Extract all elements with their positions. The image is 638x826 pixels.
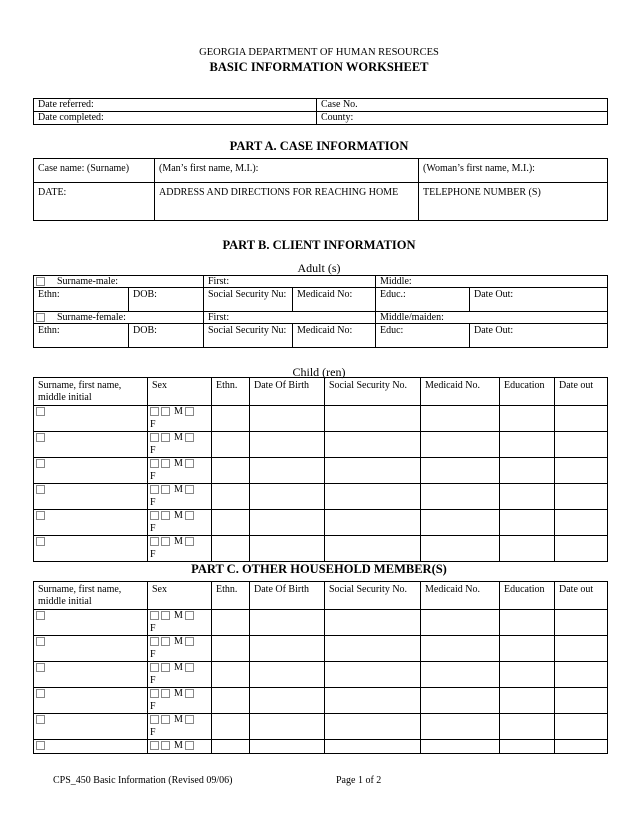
checkbox[interactable] — [36, 277, 45, 286]
county-field[interactable]: County: — [317, 112, 608, 125]
medicaid-field[interactable] — [421, 714, 500, 740]
checkbox[interactable] — [161, 511, 170, 520]
female-label: F — [150, 497, 156, 508]
checkbox[interactable] — [36, 485, 45, 494]
agency-name: GEORGIA DEPARTMENT OF HUMAN RESOURCES — [199, 47, 439, 58]
educ-male-field[interactable]: Educ.: — [376, 288, 470, 312]
ssn-field[interactable] — [325, 458, 421, 484]
middle-maiden-field[interactable]: Middle/maiden: — [376, 312, 608, 324]
medicaid-field[interactable] — [421, 484, 500, 510]
ethn-field[interactable] — [212, 458, 250, 484]
page-number: Page 1 of 2 — [336, 775, 382, 786]
date-out-field[interactable] — [555, 610, 608, 636]
name-field[interactable] — [34, 406, 148, 432]
column-header: Ethn. — [212, 582, 250, 610]
checkbox[interactable] — [150, 611, 159, 620]
ssn-field[interactable] — [325, 688, 421, 714]
ssn-male-field[interactable]: Social Security Nu: — [204, 288, 293, 312]
column-header: Education — [500, 378, 555, 406]
checkbox[interactable] — [36, 637, 45, 646]
dob-field[interactable] — [250, 484, 325, 510]
member-row — [34, 740, 608, 754]
form-title: BASIC INFORMATION WORKSHEET — [209, 60, 429, 74]
date-out-field[interactable] — [555, 740, 608, 754]
date-out-field[interactable] — [555, 536, 608, 562]
name-field[interactable] — [34, 432, 148, 458]
medicaid-field[interactable] — [421, 662, 500, 688]
ssn-field[interactable] — [325, 636, 421, 662]
checkbox[interactable] — [185, 459, 194, 468]
member-row — [34, 458, 608, 484]
checkbox[interactable] — [36, 537, 45, 546]
education-field[interactable] — [500, 636, 555, 662]
medicaid-field[interactable] — [421, 458, 500, 484]
checkbox[interactable] — [150, 537, 159, 546]
name-field[interactable] — [34, 636, 148, 662]
checkbox[interactable] — [150, 637, 159, 646]
checkbox[interactable] — [36, 611, 45, 620]
address-field[interactable]: ADDRESS AND DIRECTIONS FOR REACHING HOME — [155, 183, 419, 221]
column-header: Medicaid No. — [421, 582, 500, 610]
male-label: M — [174, 432, 183, 443]
sex-field[interactable] — [148, 662, 212, 688]
ssn-field[interactable] — [325, 610, 421, 636]
dob-field[interactable] — [250, 458, 325, 484]
member-row — [34, 536, 608, 562]
checkbox[interactable] — [36, 715, 45, 724]
ethn-field[interactable] — [212, 536, 250, 562]
educ-female-field[interactable]: Educ: — [376, 324, 470, 348]
column-header: Date Of Birth — [250, 582, 325, 610]
checkbox[interactable] — [185, 433, 194, 442]
education-field[interactable] — [500, 458, 555, 484]
dob-field[interactable] — [250, 432, 325, 458]
column-header: Date Of Birth — [250, 378, 325, 406]
sex-field[interactable] — [148, 688, 212, 714]
checkbox[interactable] — [150, 407, 159, 416]
education-field[interactable] — [500, 406, 555, 432]
medicaid-field[interactable] — [421, 688, 500, 714]
ssn-field[interactable] — [325, 662, 421, 688]
education-field[interactable] — [500, 484, 555, 510]
case-name-field[interactable]: Case name: (Surname) — [34, 159, 155, 183]
checkbox[interactable] — [161, 663, 170, 672]
ethn-male-field[interactable]: Ethn: — [34, 288, 129, 312]
checkbox[interactable] — [150, 715, 159, 724]
medicaid-field[interactable] — [421, 740, 500, 754]
column-header: Social Security No. — [325, 378, 421, 406]
first-name-male-field[interactable]: First: — [204, 276, 376, 288]
male-label: M — [174, 536, 183, 547]
sex-field[interactable] — [148, 406, 212, 432]
checkbox[interactable] — [36, 313, 45, 322]
ethn-field[interactable] — [212, 662, 250, 688]
checkbox[interactable] — [185, 511, 194, 520]
ethn-field[interactable] — [212, 714, 250, 740]
female-label: F — [150, 727, 156, 738]
checkbox[interactable] — [185, 611, 194, 620]
member-row — [34, 484, 608, 510]
checkbox[interactable] — [161, 433, 170, 442]
checkbox[interactable] — [36, 689, 45, 698]
ssn-female-field[interactable]: Social Security Nu: — [204, 324, 293, 348]
case-information-table — [33, 158, 608, 221]
dob-field[interactable] — [250, 688, 325, 714]
ssn-field[interactable] — [325, 406, 421, 432]
male-label: M — [174, 406, 183, 417]
checkbox[interactable] — [161, 407, 170, 416]
sex-field[interactable] — [148, 740, 212, 754]
ethn-field[interactable] — [212, 484, 250, 510]
date-out-field[interactable] — [555, 662, 608, 688]
sex-field[interactable] — [148, 458, 212, 484]
ethn-field[interactable] — [212, 688, 250, 714]
female-label: F — [150, 675, 156, 686]
column-header: Ethn. — [212, 378, 250, 406]
ethn-field[interactable] — [212, 406, 250, 432]
column-header: Date out — [555, 582, 608, 610]
ethn-field[interactable] — [212, 610, 250, 636]
medicaid-female-field[interactable]: Medicaid No: — [293, 324, 376, 348]
member-row — [34, 406, 608, 432]
sex-field[interactable] — [148, 510, 212, 536]
member-row — [34, 688, 608, 714]
medicaid-field[interactable] — [421, 432, 500, 458]
other-members-table — [33, 581, 608, 754]
checkbox[interactable] — [150, 485, 159, 494]
female-label: F — [150, 419, 156, 430]
surname-female-field[interactable]: Surname-female: — [34, 312, 204, 324]
name-field[interactable] — [34, 536, 148, 562]
name-field[interactable] — [34, 714, 148, 740]
checkbox[interactable] — [185, 689, 194, 698]
column-header: Sex — [148, 582, 212, 610]
ethn-field[interactable] — [212, 510, 250, 536]
dob-field[interactable] — [250, 714, 325, 740]
date-field[interactable]: DATE: — [34, 183, 155, 221]
sex-field[interactable] — [148, 636, 212, 662]
female-label: F — [150, 471, 156, 482]
date-out-field[interactable] — [555, 458, 608, 484]
column-header: Date out — [555, 378, 608, 406]
checkbox[interactable] — [36, 511, 45, 520]
child-table — [33, 377, 608, 562]
date-out-field[interactable] — [555, 688, 608, 714]
education-field[interactable] — [500, 662, 555, 688]
male-label: M — [174, 636, 183, 647]
sex-field[interactable] — [148, 610, 212, 636]
checkbox[interactable] — [161, 537, 170, 546]
education-field[interactable] — [500, 536, 555, 562]
sex-field[interactable] — [148, 536, 212, 562]
dob-field[interactable] — [250, 662, 325, 688]
checkbox[interactable] — [150, 459, 159, 468]
member-row — [34, 610, 608, 636]
checkbox[interactable] — [150, 511, 159, 520]
date-out-female-field[interactable]: Date Out: — [470, 324, 608, 348]
medicaid-male-field[interactable]: Medicaid No: — [293, 288, 376, 312]
member-row — [34, 432, 608, 458]
part-a-heading: PART A. CASE INFORMATION — [229, 139, 409, 153]
part-b-heading: PART B. CLIENT INFORMATION — [222, 238, 416, 252]
female-label: F — [150, 549, 156, 560]
column-header: Sex — [148, 378, 212, 406]
medicaid-field[interactable] — [421, 510, 500, 536]
checkbox[interactable] — [161, 715, 170, 724]
date-out-field[interactable] — [555, 432, 608, 458]
date-out-field[interactable] — [555, 714, 608, 740]
dob-male-field[interactable]: DOB: — [129, 288, 204, 312]
checkbox[interactable] — [185, 637, 194, 646]
member-row — [34, 714, 608, 740]
adult-heading: Adult (s) — [297, 261, 341, 275]
date-out-field[interactable] — [555, 510, 608, 536]
checkbox[interactable] — [36, 663, 45, 672]
male-label: M — [174, 714, 183, 725]
medicaid-field[interactable] — [421, 406, 500, 432]
sex-field[interactable] — [148, 714, 212, 740]
date-out-field[interactable] — [555, 406, 608, 432]
checkbox[interactable] — [185, 407, 194, 416]
ssn-field[interactable] — [325, 484, 421, 510]
column-header: Surname, first name, middle initial — [34, 582, 148, 610]
education-field[interactable] — [500, 688, 555, 714]
dob-field[interactable] — [250, 610, 325, 636]
name-field[interactable] — [34, 662, 148, 688]
education-field[interactable] — [500, 432, 555, 458]
dob-field[interactable] — [250, 636, 325, 662]
ethn-field[interactable] — [212, 636, 250, 662]
checkbox[interactable] — [36, 459, 45, 468]
ssn-field[interactable] — [325, 432, 421, 458]
checkbox[interactable] — [161, 637, 170, 646]
date-out-field[interactable] — [555, 636, 608, 662]
telephone-field[interactable]: TELEPHONE NUMBER (S) — [419, 183, 608, 221]
dob-female-field[interactable]: DOB: — [129, 324, 204, 348]
adult-table — [33, 275, 608, 348]
checkbox[interactable] — [185, 741, 194, 750]
checkbox[interactable] — [161, 741, 170, 750]
checkbox[interactable] — [150, 741, 159, 750]
date-completed-field[interactable]: Date completed: — [34, 112, 317, 125]
womans-first-name-field[interactable]: (Woman’s first name, M.I.): — [419, 159, 608, 183]
column-header: Surname, first name, middle initial — [34, 378, 148, 406]
checkbox[interactable] — [161, 459, 170, 468]
education-field[interactable] — [500, 610, 555, 636]
checkbox[interactable] — [36, 433, 45, 442]
checkbox[interactable] — [150, 663, 159, 672]
middle-name-male-field[interactable]: Middle: — [376, 276, 608, 288]
female-label: F — [150, 523, 156, 534]
column-header: Education — [500, 582, 555, 610]
dob-field[interactable] — [250, 406, 325, 432]
checkbox[interactable] — [185, 715, 194, 724]
ssn-field[interactable] — [325, 740, 421, 754]
ethn-female-field[interactable]: Ethn: — [34, 324, 129, 348]
ethn-field[interactable] — [212, 740, 250, 754]
ssn-field[interactable] — [325, 510, 421, 536]
checkbox[interactable] — [185, 537, 194, 546]
member-row — [34, 636, 608, 662]
date-out-male-field[interactable]: Date Out: — [470, 288, 608, 312]
name-field[interactable] — [34, 610, 148, 636]
female-label: F — [150, 623, 156, 634]
male-label: M — [174, 484, 183, 495]
name-field[interactable] — [34, 740, 148, 754]
education-field[interactable] — [500, 510, 555, 536]
male-label: M — [174, 688, 183, 699]
education-field[interactable] — [500, 740, 555, 754]
checkbox[interactable] — [150, 433, 159, 442]
name-field[interactable] — [34, 458, 148, 484]
referral-table — [33, 98, 608, 125]
member-row — [34, 510, 608, 536]
ssn-field[interactable] — [325, 714, 421, 740]
checkbox[interactable] — [36, 741, 45, 750]
male-label: M — [174, 662, 183, 673]
female-label: F — [150, 649, 156, 660]
column-header: Social Security No. — [325, 582, 421, 610]
mans-first-name-field[interactable]: (Man’s first name, M.I.): — [155, 159, 419, 183]
case-no-field[interactable]: Case No. — [317, 99, 608, 112]
dob-field[interactable] — [250, 536, 325, 562]
surname-male-field[interactable]: Surname-male: — [34, 276, 204, 288]
first-name-female-field[interactable]: First: — [204, 312, 376, 324]
member-row — [34, 662, 608, 688]
sex-field[interactable] — [148, 484, 212, 510]
name-field[interactable] — [34, 510, 148, 536]
medicaid-field[interactable] — [421, 610, 500, 636]
checkbox[interactable] — [161, 689, 170, 698]
male-label: M — [174, 510, 183, 521]
medicaid-field[interactable] — [421, 536, 500, 562]
date-referred-field[interactable]: Date referred: — [34, 99, 317, 112]
medicaid-field[interactable] — [421, 636, 500, 662]
dob-field[interactable] — [250, 510, 325, 536]
male-label: M — [174, 458, 183, 469]
ssn-field[interactable] — [325, 536, 421, 562]
female-label: F — [150, 445, 156, 456]
sex-field[interactable] — [148, 432, 212, 458]
male-label: M — [174, 610, 183, 621]
form-number: CPS_450 Basic Information (Revised 09/06) — [53, 775, 233, 786]
female-label: F — [150, 701, 156, 712]
checkbox[interactable] — [150, 689, 159, 698]
checkbox[interactable] — [161, 485, 170, 494]
checkbox[interactable] — [161, 611, 170, 620]
ethn-field[interactable] — [212, 432, 250, 458]
part-c-heading: PART C. OTHER HOUSEHOLD MEMBER(S) — [191, 562, 447, 576]
checkbox[interactable] — [185, 485, 194, 494]
dob-field[interactable] — [250, 740, 325, 754]
checkbox[interactable] — [185, 663, 194, 672]
child-heading: Child (ren) — [292, 365, 346, 379]
column-header: Medicaid No. — [421, 378, 500, 406]
checkbox[interactable] — [36, 407, 45, 416]
date-out-field[interactable] — [555, 484, 608, 510]
male-label: M — [174, 740, 183, 751]
education-field[interactable] — [500, 714, 555, 740]
name-field[interactable] — [34, 484, 148, 510]
name-field[interactable] — [34, 688, 148, 714]
